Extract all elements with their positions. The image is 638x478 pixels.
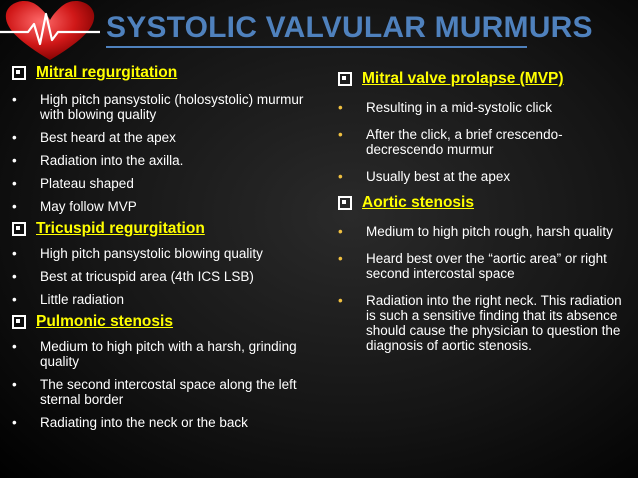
list-item: • The second intercostal space along the left sternal border bbox=[12, 377, 297, 407]
bullet-icon: • bbox=[12, 269, 17, 284]
section-heading bbox=[12, 64, 312, 82]
section-heading-label: Tricuspid regurgitation bbox=[36, 220, 205, 237]
heart-ecg-icon bbox=[0, 0, 100, 62]
checkbox-square-icon bbox=[12, 66, 26, 80]
bullet-icon: • bbox=[338, 251, 343, 266]
list-item: • Radiation into the axilla. bbox=[12, 153, 184, 168]
bullet-icon: • bbox=[12, 92, 17, 107]
bullet-icon: • bbox=[338, 169, 343, 184]
list-item: • Resulting in a mid-systolic click bbox=[338, 100, 553, 115]
list-item: • Plateau shaped bbox=[12, 176, 134, 191]
bullet-icon: • bbox=[338, 224, 343, 239]
list-item: • Little radiation bbox=[12, 292, 125, 307]
section-heading bbox=[338, 194, 634, 212]
list-item: • Best at tricuspid area (4th ICS LSB) bbox=[12, 269, 254, 284]
list-item: • Usually best at the apex bbox=[338, 169, 511, 184]
list-item: • Best heard at the apex bbox=[12, 130, 176, 145]
bullet-icon: • bbox=[12, 246, 17, 261]
title-underline bbox=[106, 46, 527, 48]
list-item: • High pitch pansystolic blowing quality bbox=[12, 246, 263, 261]
checkbox-square-icon bbox=[338, 196, 352, 210]
heart-logo bbox=[0, 0, 100, 62]
bullet-icon: • bbox=[12, 130, 17, 145]
section-heading bbox=[338, 70, 634, 88]
bullet-icon: • bbox=[12, 339, 17, 354]
right-column bbox=[338, 70, 634, 353]
list-item: • Medium to high pitch rough, harsh quality bbox=[338, 224, 613, 239]
list-item: • Radiation into the right neck. This radiation is such a sensitive finding that its absence should cause the physician to question the diagnosis of aortic stenosis. bbox=[338, 293, 622, 353]
bullet-icon: • bbox=[12, 377, 17, 392]
checkbox-square-icon bbox=[12, 222, 26, 236]
list-item: • After the click, a brief crescendo-decrescendo murmur bbox=[338, 127, 563, 157]
section-heading bbox=[12, 313, 312, 331]
bullet-icon: • bbox=[338, 100, 343, 115]
section-heading-label: Pulmonic stenosis bbox=[36, 313, 173, 330]
bullet-icon: • bbox=[338, 127, 343, 142]
list-item: • Heard best over the “aortic area” or right second intercostal space bbox=[338, 251, 607, 281]
left-column bbox=[12, 64, 312, 430]
bullet-icon: • bbox=[12, 199, 17, 214]
checkbox-square-icon bbox=[12, 315, 26, 329]
section-heading-label: Aortic stenosis bbox=[362, 194, 474, 211]
section-heading bbox=[12, 220, 312, 238]
bullet-icon: • bbox=[12, 415, 17, 430]
bullet-icon: • bbox=[12, 292, 17, 307]
section-heading-label: Mitral regurgitation bbox=[36, 64, 178, 81]
bullet-icon: • bbox=[12, 176, 17, 191]
list-item: • Medium to high pitch with a harsh, grinding quality bbox=[12, 339, 297, 369]
bullet-icon: • bbox=[12, 153, 17, 168]
list-item: • High pitch pansystolic (holosystolic) murmur with blowing quality bbox=[12, 92, 304, 122]
bullet-icon: • bbox=[338, 293, 343, 308]
page-title: SYSTOLIC VALVULAR MURMURS bbox=[106, 11, 593, 44]
section-heading-label: Mitral valve prolapse (MVP) bbox=[362, 70, 564, 87]
list-item: • Radiating into the neck or the back bbox=[12, 415, 248, 430]
checkbox-square-icon bbox=[338, 72, 352, 86]
list-item: • May follow MVP bbox=[12, 199, 137, 214]
